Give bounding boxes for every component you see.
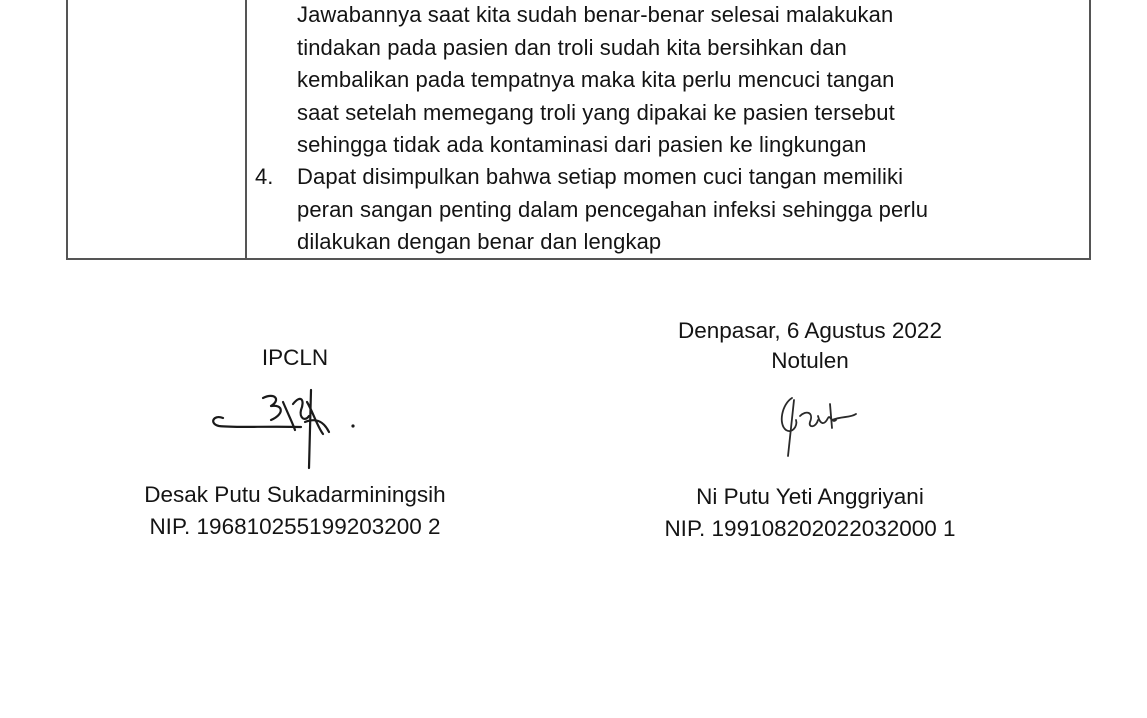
list-item-4 — [297, 161, 1077, 259]
text-line: sehingga tidak ada kontaminasi dari pasien ke lingkungan — [297, 132, 867, 157]
signature-block-left — [100, 343, 490, 373]
handwritten-signature-right — [770, 390, 870, 460]
text-line: Jawabannya saat kita sudah benar-benar selesai malakukan — [297, 2, 894, 27]
text-line: saat setelah memegang troli yang dipakai ke pasien tersebut — [297, 99, 895, 125]
list-item-number: 4. — [255, 164, 274, 189]
text-line: tindakan pada pasien dan troli sudah kita bersihkan dan — [297, 34, 847, 60]
signer-title-left: IPCLN — [261, 345, 329, 370]
continued-paragraph — [297, 0, 1077, 162]
signer-nip-right: NIP. 199108202022032000 1 — [664, 516, 956, 541]
signer-name-right: Ni Putu Yeti Anggriyani — [696, 484, 924, 509]
signer-name-left: Desak Putu Sukadarminingsih — [144, 482, 446, 507]
signature-block-right — [620, 316, 1000, 376]
signer-identity-left — [100, 479, 490, 543]
signer-nip-left: NIP. 196810255199203200 2 — [149, 514, 441, 539]
text-line: Dapat disimpulkan bahwa setiap momen cuci tangan memiliki — [297, 164, 904, 189]
signer-identity-right — [620, 481, 1000, 545]
text-line: dilakukan dengan benar dan lengkap — [297, 229, 662, 254]
table-column-divider — [245, 0, 247, 260]
handwritten-signature-left — [205, 382, 365, 472]
text-line: peran sangan penting dalam pencegahan infeksi sehingga perlu — [297, 196, 929, 222]
place-date: Denpasar, 6 Agustus 2022 — [678, 318, 942, 343]
signer-title-right: Notulen — [771, 348, 849, 373]
text-line: kembalikan pada tempatnya maka kita perlu mencuci tangan — [297, 67, 895, 92]
